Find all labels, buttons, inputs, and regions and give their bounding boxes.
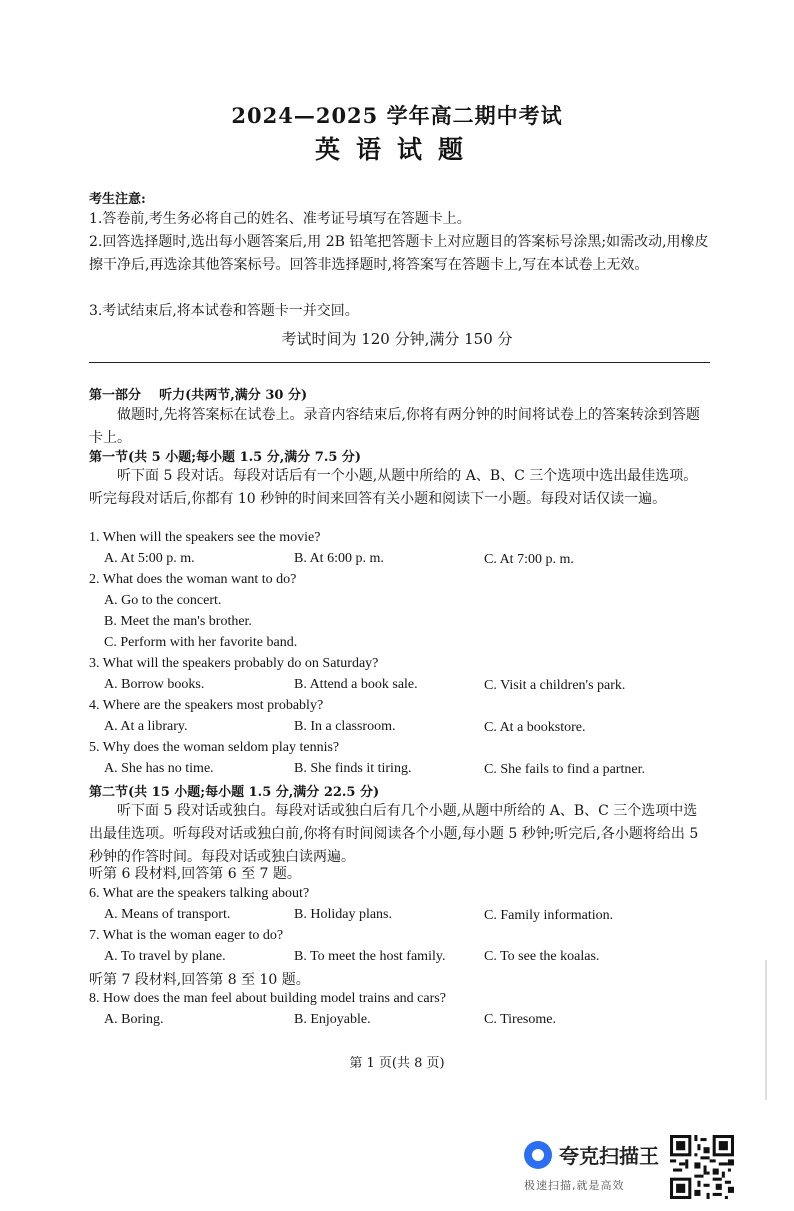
part1-heading (89, 384, 307, 403)
scanner-slogan: 极速扫描,就是高效 (524, 1179, 625, 1192)
question-8-option-c: C. Tiresome. (484, 1012, 556, 1027)
exam-title: 2024—2025 学年高二期中考试 (231, 103, 563, 128)
scan-edge-mark (765, 960, 767, 1100)
section2-intro: 听下面 5 段对话或独白。每段对话或独白后有几个小题,从题中所给的 A、B、C 三个选项中选出最佳选项。听每段对话或独白前,你将有时间阅读各个小题,每小题 5 秒钟;听完后,各小题将给出 5 秒钟的作答时间。每段对话或独白读两遍。 (89, 803, 699, 865)
subject-title: 英语试题 (314, 135, 479, 164)
part1-intro: 做题时,先将答案标在试卷上。录音内容结束后,你将有两分钟的时间将试卷上的答案转涂到答题卡上。 (89, 407, 700, 446)
question-2-option-c: C. Perform with her favorite band. (104, 635, 298, 650)
section2-heading: 第二节(共 15 小题;每小题 1.5 分,满分 22.5 分) (89, 785, 380, 800)
notice-item-2: 2.回答选择题时,选出每小题答案后,用 2B 铅笔把答题卡上对应题目的答案标号涂黑;如需改动,用橡皮擦干净后,再选涂其他答案标号。回答非选择题时,将答案写在答题卡上,写在本试卷上无效。 (89, 234, 709, 273)
question-3-option-b: B. Attend a book sale. (294, 677, 418, 692)
scanner-logo-icon (524, 1141, 552, 1169)
scanner-brand: 夸克扫描王 (559, 1144, 659, 1168)
question-7-option-c: C. To see the koalas. (484, 949, 600, 964)
question-2-option-a: A. Go to the concert. (104, 593, 222, 608)
qr-code-icon (670, 1135, 734, 1199)
exam-time-info: 考试时间为 120 分钟,满分 150 分 (281, 330, 513, 348)
question-7-stem: 7. What is the woman eager to do? (89, 928, 284, 943)
question-1-option-c: C. At 7:00 p. m. (484, 552, 574, 567)
question-3-stem: 3. What will the speakers probably do on Saturday? (89, 656, 379, 671)
question-5-option-c: C. She fails to find a partner. (484, 762, 645, 777)
question-4-stem: 4. Where are the speakers most probably? (89, 698, 324, 713)
notice-heading: 考生注意: (89, 192, 146, 207)
section1-intro: 听下面 5 段对话。每段对话后有一个小题,从题中所给的 A、B、C 三个选项中选出最佳选项。听完每段对话后,你都有 10 秒钟的时间来回答有关小题和阅读下一小题。每段对话仅读一遍。 (89, 468, 698, 507)
part1-label: 第一部分 (89, 388, 142, 403)
question-1-option-b: B. At 6:00 p. m. (294, 551, 384, 566)
question-5-stem: 5. Why does the woman seldom play tennis? (89, 740, 340, 755)
question-4-option-a: A. At a library. (104, 719, 188, 734)
question-2-stem: 2. What does the woman want to do? (89, 572, 297, 587)
question-5-option-a: A. She has no time. (104, 761, 214, 776)
question-8-option-b: B. Enjoyable. (294, 1012, 371, 1027)
material-6-instruction: 听第 6 段材料,回答第 6 至 7 题。 (89, 866, 301, 882)
question-5-option-b: B. She finds it tiring. (294, 761, 412, 776)
notice-item-3: 3.考试结束后,将本试卷和答题卡一并交回。 (89, 303, 359, 319)
question-7-option-b: B. To meet the host family. (294, 949, 446, 964)
part1-title: 听力(共两节,满分 30 分) (159, 388, 308, 403)
question-1-stem: 1. When will the speakers see the movie? (89, 530, 321, 545)
question-1-option-a: A. At 5:00 p. m. (104, 551, 195, 566)
divider (89, 362, 710, 363)
question-6-option-b: B. Holiday plans. (294, 907, 392, 922)
section1-heading: 第一节(共 5 小题;每小题 1.5 分,满分 7.5 分) (89, 450, 362, 465)
question-8-option-a: A. Boring. (104, 1012, 164, 1027)
question-4-option-c: C. At a bookstore. (484, 720, 586, 735)
question-6-option-a: A. Means of transport. (104, 907, 231, 922)
question-7-option-a: A. To travel by plane. (104, 949, 226, 964)
notice-item-1: 1.答卷前,考生务必将自己的姓名、准考证号填写在答题卡上。 (89, 211, 471, 227)
question-8-stem: 8. How does the man feel about building model trains and cars? (89, 991, 446, 1006)
question-3-option-c: C. Visit a children's park. (484, 678, 626, 693)
question-6-option-c: C. Family information. (484, 908, 614, 923)
question-2-option-b: B. Meet the man's brother. (104, 614, 252, 629)
page-number: 第 1 页(共 8 页) (349, 1056, 445, 1071)
question-3-option-a: A. Borrow books. (104, 677, 205, 692)
question-6-stem: 6. What are the speakers talking about? (89, 886, 310, 901)
question-4-option-b: B. In a classroom. (294, 719, 396, 734)
material-7-instruction: 听第 7 段材料,回答第 8 至 10 题。 (89, 972, 310, 988)
